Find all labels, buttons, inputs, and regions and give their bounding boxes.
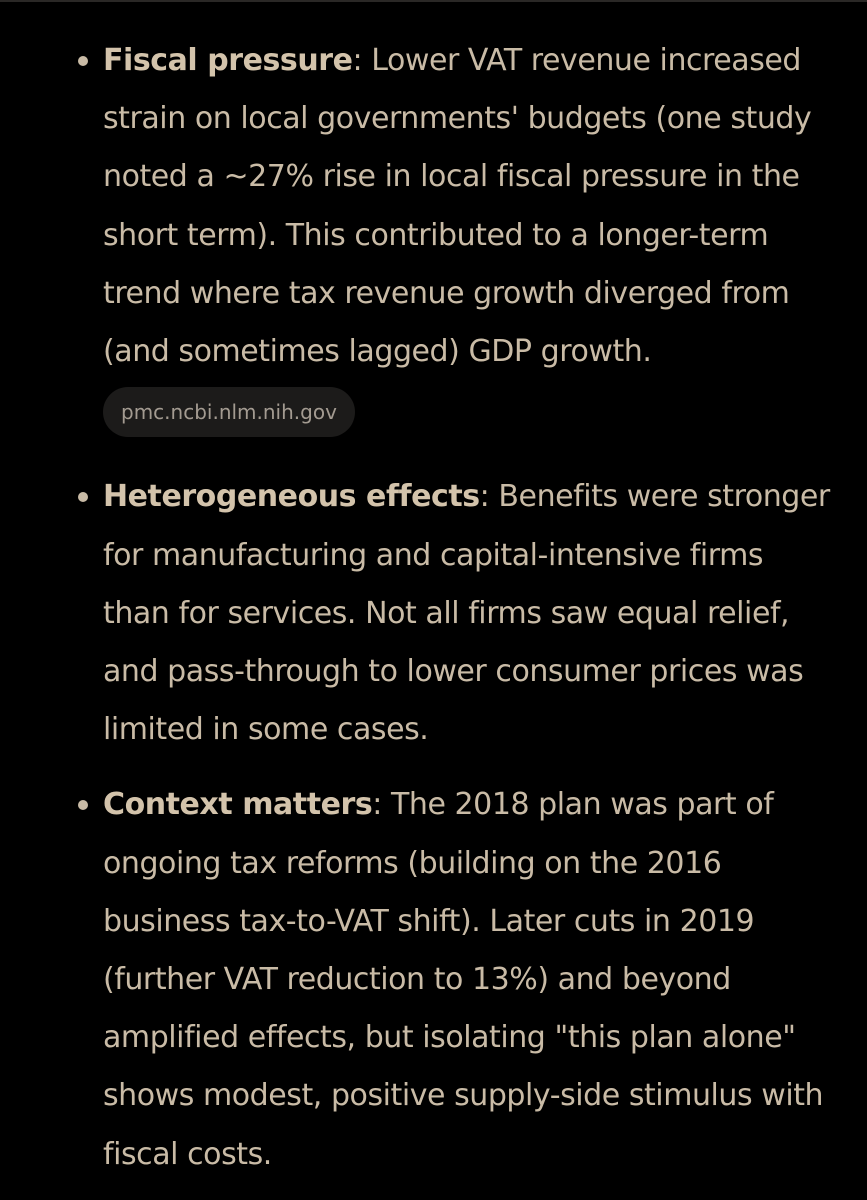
list-item-term: Context matters <box>103 787 373 823</box>
bullet-icon <box>78 800 88 810</box>
list-item-separator: : <box>479 479 490 515</box>
top-divider <box>0 0 867 2</box>
list-item-term: Fiscal pressure <box>103 43 353 78</box>
response-content <box>0 32 867 1184</box>
list-item-separator: : <box>372 787 382 823</box>
bullet-icon <box>78 492 88 502</box>
list-item-body: Benefits were stronger for manufacturing and capital-intensive firms than for services. Not all firms saw equal relief, and pass-through to lower consumer prices was limited in some cases. <box>103 479 830 748</box>
list-item-fiscal-pressure <box>0 32 867 439</box>
list-item-body: The 2018 plan was part of ongoing tax reforms (building on the 2016 business tax-to-VAT shift). Later cuts in 2019 (further VAT reduction to 13%) and beyond amplified effects, but isolating "this plan alone" shows modest, positive supply-side stimulus with fiscal costs. <box>103 787 824 1172</box>
list-item-term: Heterogeneous effects <box>103 479 480 515</box>
list-item-text <box>103 776 837 1183</box>
list-item-text <box>103 32 837 381</box>
source-link-chip[interactable]: pmc.ncbi.nlm.nih.gov <box>103 387 355 437</box>
list-item-body: Lower VAT revenue increased strain on local governments' budgets (one study noted a ~27% rise in local fiscal pressure in the short term). This contributed to a longer-term trend where tax revenue growth diverged from (and sometimes lagged) GDP growth. <box>103 43 812 370</box>
bullet-icon <box>78 56 88 66</box>
list-item-heterogeneous-effects <box>0 468 867 759</box>
list-item-text <box>103 468 837 759</box>
list-item-context-matters <box>0 776 867 1183</box>
list-item-separator: : <box>352 43 363 78</box>
